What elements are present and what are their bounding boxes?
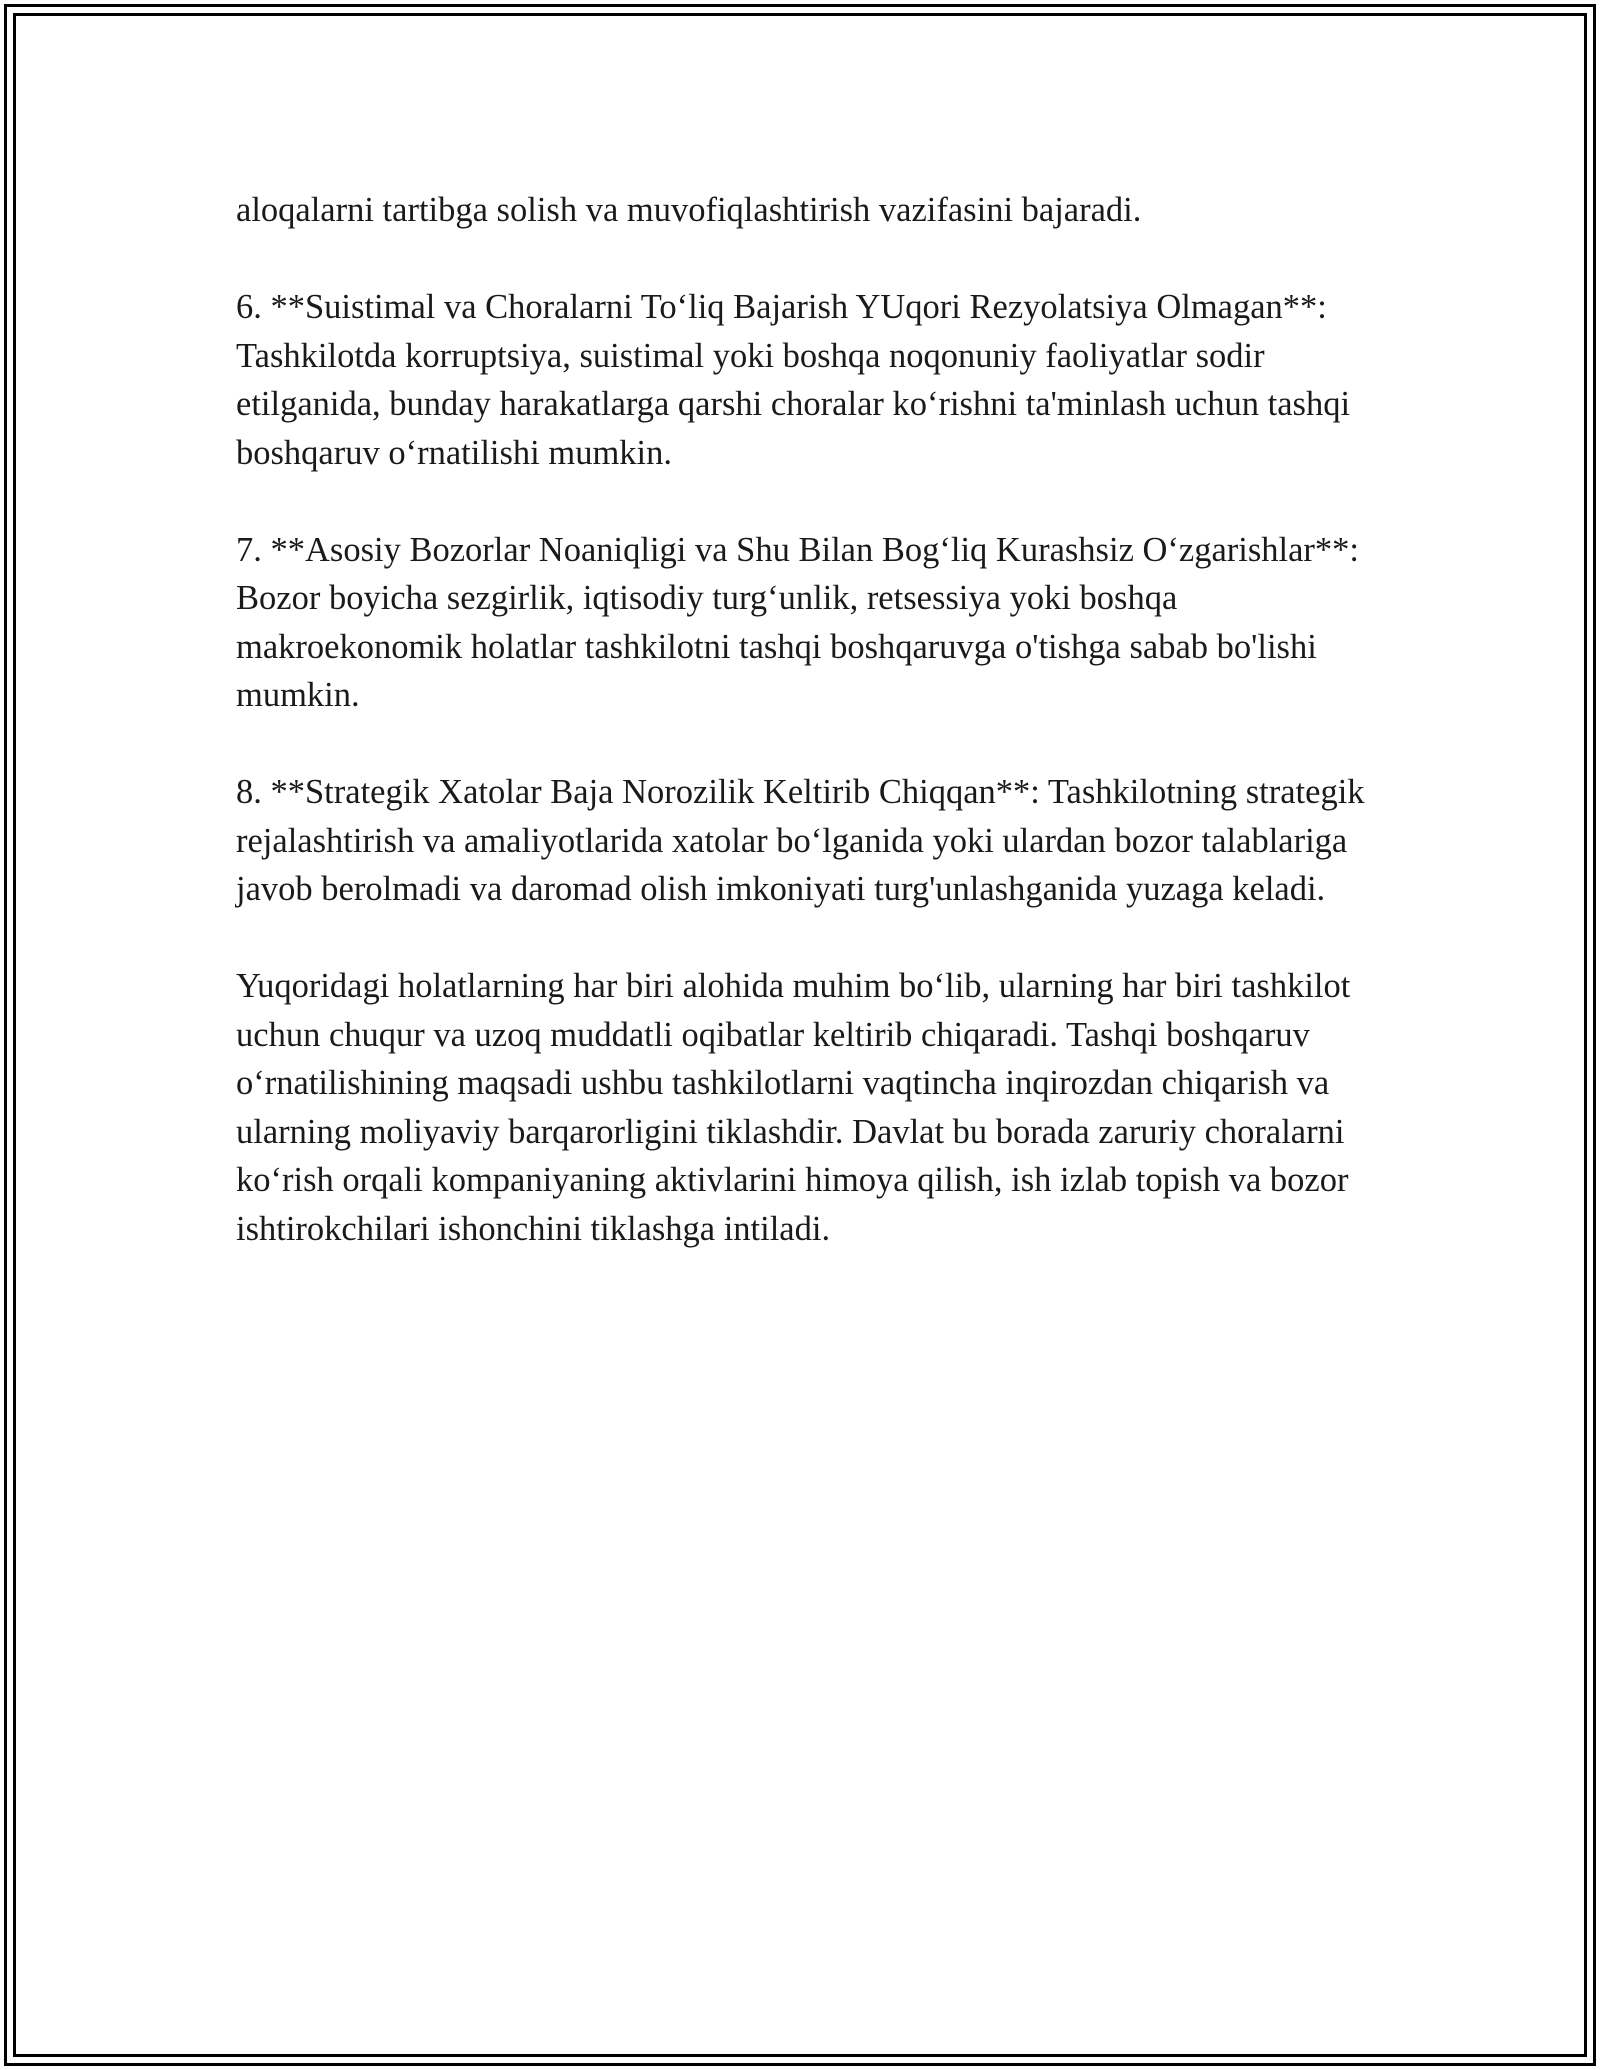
paragraph-item-7: 7. **Asosiy Bozorlar Noaniqligi va Shu Bilan Bog‘liq Kurashsiz O‘zgarishlar**: Bozor boyicha sezgirlik, iqtisodiy turg‘unlik, retsessiya yoki boshqa makroekonomik holatlar tashkilotni tashqi boshqaruvga o'tishga sabab bo'lishi mumkin. <box>236 530 1360 714</box>
paragraph-item-8: 8. **Strategik Xatolar Baja Norozilik Keltirib Chiqqan**: Tashkilotning strategik rejalashtirish va amaliyotlarida xatolar bo‘lganida yoki ulardan bozor talablariga javob berolmadi va daromad olish imkoniyati turg'unlashganida yuzaga keladi. <box>236 773 1365 908</box>
document-body <box>236 186 1366 1302</box>
paragraph-conclusion: Yuqoridagi holatlarning har biri alohida muhim bo‘lib, ularning har biri tashkilot uchun chuqur va uzoq muddatli oqibatlar keltirib chiqaradi. Tashqi boshqaruv o‘rnatilishining maqsadi ushbu tashkilotlarni vaqtincha inqirozdan chiqarish va ularning moliyaviy barqarorligini tiklashdir. Davlat bu borada zaruriy choralarni ko‘rish orqali kompaniyaning aktivlarini himoya qilish, ish izlab topish va bozor ishtirokchilari ishonchini tiklashga intiladi. <box>236 967 1351 1248</box>
paragraph-item-6: 6. **Suistimal va Choralarni To‘liq Bajarish YUqori Rezyolatsiya Olmagan**: Tashkilotda korruptsiya, suistimal yoki boshqa noqonuniy faoliyatlar sodir etilganida, bunday harakatlarga qarshi choralar ko‘rishni ta'minlash uchun tashqi boshqaruv o‘rnatilishi mumkin. <box>236 288 1351 472</box>
paragraph-continuation: aloqalarni tartibga solish va muvofiqlashtirish vazifasini bajaradi. <box>236 191 1142 229</box>
